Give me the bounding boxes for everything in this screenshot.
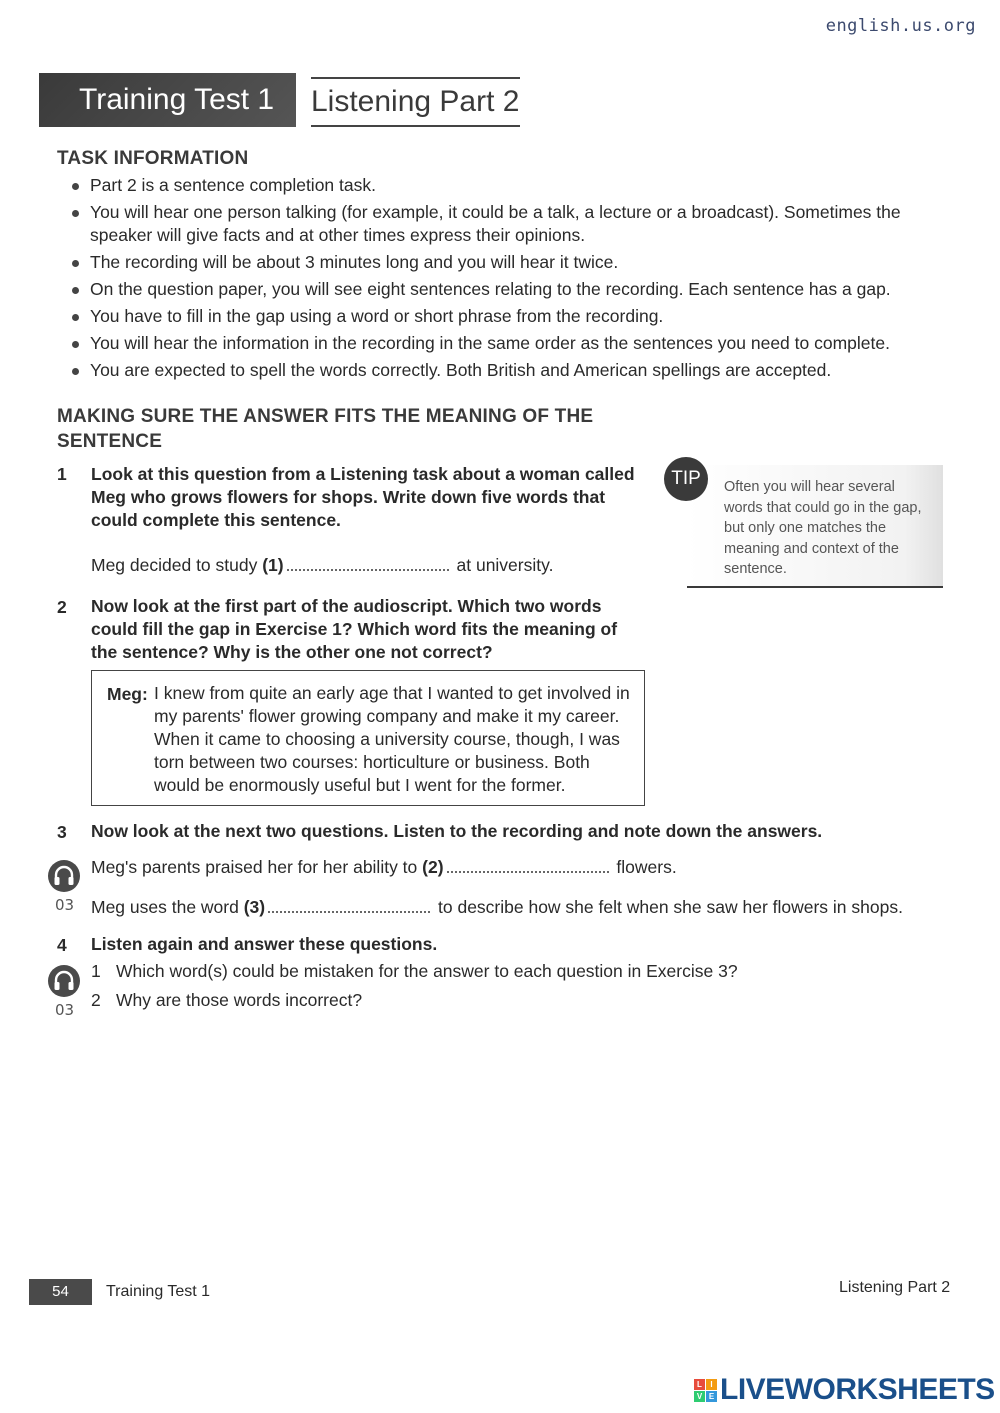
task-info-list [70, 174, 940, 386]
list-item: The recording will be about 3 minutes long and you will hear it twice. [70, 251, 940, 274]
part-title: Listening Part 2 [311, 77, 520, 127]
list-item: You will hear the information in the recording in the same order as the sentences you need to complete. [70, 332, 940, 355]
q3-sentence-3: Meg uses the word (3) to describe how she felt when she saw her flowers in shops. [91, 897, 903, 917]
track-number: 03 [55, 1001, 75, 1019]
q3-number: 3 [57, 822, 67, 842]
bullet-icon [72, 260, 79, 267]
bullet-icon [72, 341, 79, 348]
q1-gap[interactable] [287, 555, 449, 571]
tip-badge: TIP [664, 457, 708, 501]
task-info-heading: TASK INFORMATION [57, 148, 249, 169]
section-heading-line2: SENTENCE [57, 431, 163, 452]
tip-box [687, 465, 943, 588]
footer-part-label: Listening Part 2 [839, 1279, 951, 1296]
q4-text: Listen again and answer these questions. [91, 934, 438, 954]
track-number: 03 [55, 896, 75, 914]
bullet-icon [72, 287, 79, 294]
q1-sentence-before: Meg decided to study [91, 555, 258, 575]
q1-number: 1 [57, 464, 67, 484]
q4-item-number: 2 [91, 990, 101, 1010]
site-url[interactable]: english.us.org [825, 16, 976, 36]
q1-sentence [91, 554, 651, 577]
list-item: You will hear one person talking (for example, it could be a talk, a lecture or a broadcast). Sometimes the speaker will give facts and at other times express their opinions. [70, 201, 940, 247]
q1-sentence-after: at university. [456, 555, 554, 575]
bullet-icon [72, 368, 79, 375]
q1-gap-label: (1) [262, 555, 284, 575]
q4-item-text: Why are those words incorrect? [116, 990, 363, 1010]
page-number: 54 [29, 1279, 92, 1305]
q3-sentence-2: Meg's parents praised her for her ability to (2) flowers. [91, 857, 677, 877]
list-item: You are expected to spell the words correctly. Both British and American spellings are accepted. [70, 359, 940, 382]
bullet-icon [72, 210, 79, 217]
test-title: Training Test 1 [39, 73, 296, 127]
section-heading-line1: MAKING SURE THE ANSWER FITS THE MEANING OF THE [57, 406, 594, 427]
bullet-icon [72, 314, 79, 321]
q4-item-text: Which word(s) could be mistaken for the answer to each question in Exercise 3? [116, 961, 738, 981]
list-item: You have to fill in the gap using a word or short phrase from the recording. [70, 305, 940, 328]
q3-gap-3[interactable] [268, 897, 430, 913]
q2-number: 2 [57, 597, 67, 617]
bullet-icon [72, 183, 79, 190]
headphones-icon[interactable] [48, 860, 80, 892]
liveworksheets-logo[interactable] [694, 1373, 995, 1407]
logo-icon: L I V E [694, 1379, 717, 1402]
headphones-icon[interactable] [48, 965, 80, 997]
list-item: On the question paper, you will see eight sentences relating to the recording. Each sentence has a gap. [70, 278, 940, 301]
speaker-label: Meg: [107, 684, 148, 704]
tip-text: Often you will hear several words that could go in the gap, but only one matches the meaning and context of the sentence. [724, 479, 922, 577]
audioscript-text: I knew from quite an early age that I wanted to get involved in my parents' flower growing company and make it my career. When it came to choosing a university course, though, I was torn between two courses: horticulture or business. Both would be enormously useful but I went for the former. [154, 683, 630, 795]
q1-text: Look at this question from a Listening task about a woman called Meg who grows flowers for shops. Write down five words that could complete this sentence. [91, 464, 635, 530]
footer-test-label: Training Test 1 [106, 1283, 211, 1300]
logo-text: LIVEWORKSHEETS [720, 1373, 995, 1406]
audioscript-box [91, 670, 645, 806]
list-item: Part 2 is a sentence completion task. [70, 174, 940, 197]
q4-item-number: 1 [91, 961, 101, 981]
q2-text: Now look at the first part of the audioscript. Which two words could fill the gap in Exercise 1? Which word fits the meaning of the sentence? Why is the other one not correct? [91, 596, 618, 662]
q3-gap-2[interactable] [447, 857, 609, 873]
q4-number: 4 [57, 935, 67, 955]
q3-text: Now look at the next two questions. Listen to the recording and note down the answers. [91, 821, 823, 841]
